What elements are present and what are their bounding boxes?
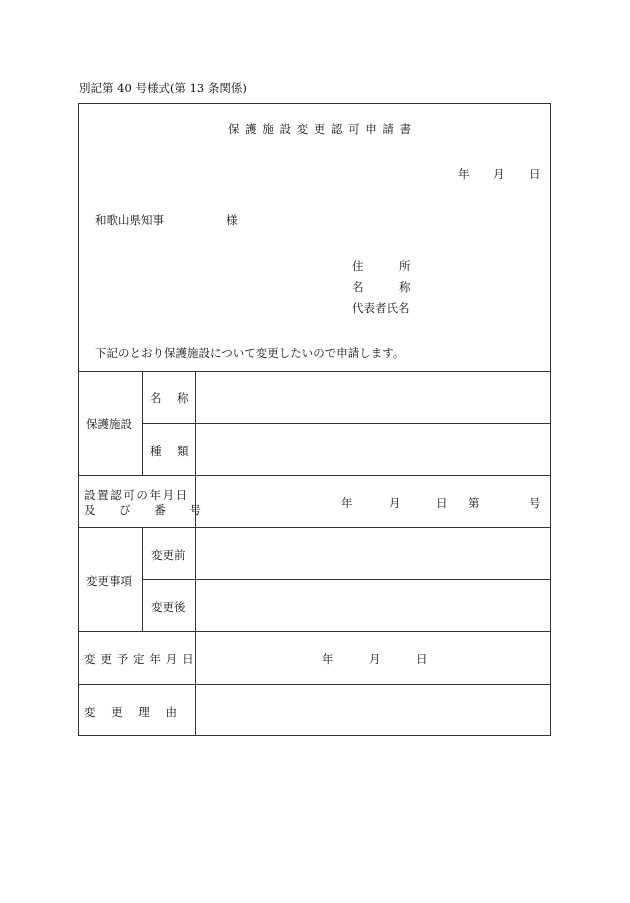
date-day: 日 (529, 167, 541, 181)
approval-day: 日 (436, 496, 448, 510)
statement: 下記のとおり保護施設について変更したいので申請します。 (95, 346, 405, 360)
facility-bottom-line (78, 475, 551, 476)
facility-sub-column-line (142, 371, 143, 475)
facility-type-label-2: 類 (177, 444, 189, 458)
approval-label-line1: 設置認可の年月日 (84, 488, 189, 502)
facility-label: 保護施設 (86, 417, 132, 431)
form-number: 別記第 40 号様式(第 13 条関係) (79, 81, 247, 95)
facility-mid-line (142, 423, 551, 424)
representative-label: 代表者氏名 (352, 301, 410, 315)
change-mid-line (142, 579, 551, 580)
name-label-1: 名 (352, 280, 364, 294)
after-label: 変更後 (151, 600, 186, 614)
date-month: 月 (493, 167, 505, 181)
address-label-2: 所 (399, 259, 411, 273)
facility-name-label-2: 称 (177, 391, 189, 405)
planned-month: 月 (369, 652, 381, 666)
table-top-line (78, 371, 551, 372)
before-label: 変更前 (151, 548, 186, 562)
facility-type-label-1: 種 (150, 444, 162, 458)
approval-year: 年 (341, 496, 353, 510)
planned-label: 変 更 予 定 年 月 日 (84, 652, 195, 666)
addressee-name: 和歌山県知事 (95, 213, 164, 227)
approval-month: 月 (389, 496, 401, 510)
name-label-2: 称 (399, 280, 411, 294)
planned-year: 年 (322, 652, 334, 666)
change-sub-column-line (142, 527, 143, 631)
form-title: 保 護 施 設 変 更 認 可 申 請 書 (228, 122, 413, 136)
approval-label-line2: 及 び 番 号 (84, 503, 211, 517)
form-frame (78, 103, 551, 736)
reason-label: 変 更 理 由 (84, 705, 183, 719)
approval-dai: 第 (468, 496, 480, 510)
facility-name-label-1: 名 (150, 391, 162, 405)
label-column-line (195, 371, 196, 736)
address-label-1: 住 (352, 259, 364, 273)
planned-bottom-line (78, 684, 551, 685)
planned-day: 日 (416, 652, 428, 666)
approval-bottom-line (78, 527, 551, 528)
change-bottom-line (78, 631, 551, 632)
approval-go: 号 (529, 496, 541, 510)
addressee-honorific: 様 (226, 213, 238, 227)
change-label: 変更事項 (86, 574, 132, 588)
date-year: 年 (458, 167, 470, 181)
